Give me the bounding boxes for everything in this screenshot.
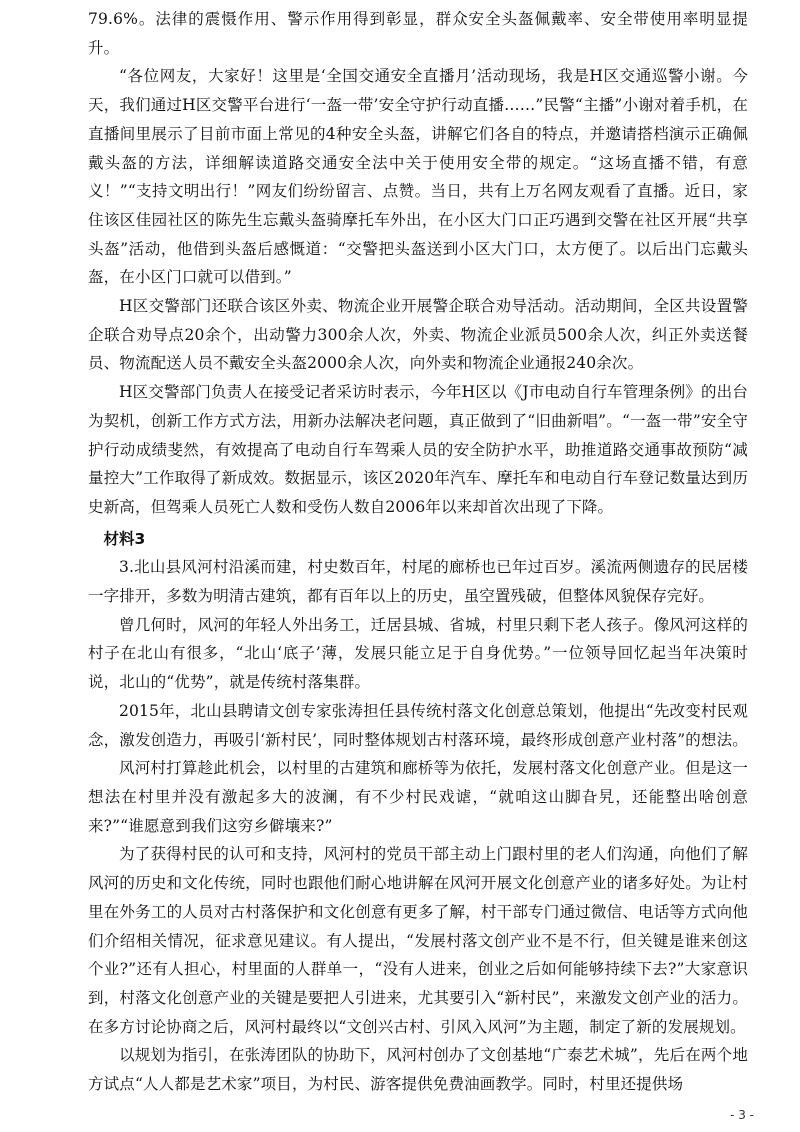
paragraph-official-statement: H区交警部门负责人在接受记者采访时表示，今年H区以《J市电动自行车管理条例》的出台为契机，创新工作方式方法，用新办法解决老问题，真正做到了“旧曲新唱”。“一盔一带”安全守护行动成绩斐然，有效提高了电动自行车驾乘人员的安全防护水平，助推道路交通事故预防“减量控大”工作取得了新成效。数据显示，该区2020年汽车、摩托车和电动自行车登记数量达到历史新高，但驾乘人员死亡人数和受伤人数自2006年以来却首次出现了下降。 — [88, 383, 748, 516]
page-number: - 3 - — [730, 1108, 754, 1122]
paragraph-continuation: 79.6%。法律的震慑作用、警示作用得到彰显，群众安全头盔佩戴率、安全带使用率明显提升。 — [88, 10, 748, 57]
paragraph-enterprise-campaign: H区交警部门还联合该区外卖、物流企业开展警企联合劝导活动。活动期间，全区共设置警企联合劝导点20余个，出动警力300余人次，外卖、物流企业派员500余人次，纠正外卖送餐员、物流配送人员不戴安全头盔2000余人次，向外卖和物流企业通报240余次。 — [88, 297, 748, 373]
paragraph-outreach: 为了获得村民的认可和支持，风河村的党员干部主动上门跟村里的老人们沟通，向他们了解风河的历史和文化传统，同时也跟他们耐心地讲解在风河开展文化创意产业的诸多好处。为让村里在外务工的人员对古村落保护和文化创意有更多了解，村干部专门通过微信、电话等方式向他们介绍相关情况，征求意见建议。有人提出，“发展村落文创产业不是不行，但关键是谁来创这个业?”还有人担心，村里面的人群单一，“没有人进来，创业之后如何能够持续下去?”大家意识到，村落文化创意产业的关键是要把人引进来，尤其要引入“新村民”，来激发文创产业的活力。在多方讨论协商之后，风河村最终以“文创兴古村、引风入风河”为主题，制定了新的发展规划。 — [88, 845, 748, 1036]
paragraph-art-base: 以规划为指引，在张涛团队的协助下，风河村创办了文创基地“广泰艺术城”，先后在两个地方试点“人人都是艺术家”项目，为村民、游客提供免费油画教学。同时，村里还提供场 — [88, 1046, 748, 1094]
paragraph-planner: 2015年，北山县聘请文创专家张涛担任县传统村落文化创意总策划，他提出“先改变村民观念，激发创造力，再吸引‘新村民’，同时整体规划古村落环境，最终形成创意产业村落”的想法。 — [88, 701, 748, 749]
paragraph-village-intro: 3.北山县风河村沿溪而建，村史数百年，村尾的廊桥也已年过百岁。溪流两侧遗存的民居楼一字排开，多数为明清古建筑，都有百年以上的历史，虽空置残破，但整体风貌保存完好。 — [88, 558, 748, 606]
section-heading-material-3: 材料3 — [103, 529, 146, 548]
paragraph-livestream: “各位网友，大家好！这里是‘全国交通安全直播月’活动现场，我是H区交通巡警小谢。今天，我们通过H区交警平台进行‘一盔一带’安全守护行动直播……”民警“主播”小谢对着手机，在直播间里展示了目前市面上常见的4种安全头盔，讲解它们各自的特点，并邀请搭档演示正确佩戴头盔的方法，详细解读道路交通安全法中关于使用安全带的规定。“这场直播不错，有意义！”“支持文明出行！”网友们纷纷留言、点赞。当日，共有上万名网友观看了直播。近日，家住该区佳园社区的陈先生忘戴头盔骑摩托车外出，在小区大门口正巧遇到交警在社区开展“共享头盔”活动，他借到头盔后感慨道：“交警把头盔送到小区大门口，太方便了。以后出门忘戴头盔，在小区门口就可以借到。” — [88, 67, 748, 287]
paragraph-villager-doubts: 风河村打算趁此机会，以村里的古建筑和廊桥等为依托，发展村落文化创意产业。但是这一想法在村里并没有激起多大的波澜，有不少村民戏谑，“就咱这山脚旮旯，还能整出啥创意来?”“谁愿意到我们这穷乡僻壤来?” — [88, 759, 748, 835]
paragraph-village-history: 曾几何时，风河的年轻人外出务工，迁居县城、省城，村里只剩下老人孩子。像风河这样的村子在北山有很多，“北山‘底子’薄，发展只能立足于自身优势。”一位领导回忆起当年决策时说，北山的“优势”，就是传统村落集群。 — [88, 615, 748, 692]
